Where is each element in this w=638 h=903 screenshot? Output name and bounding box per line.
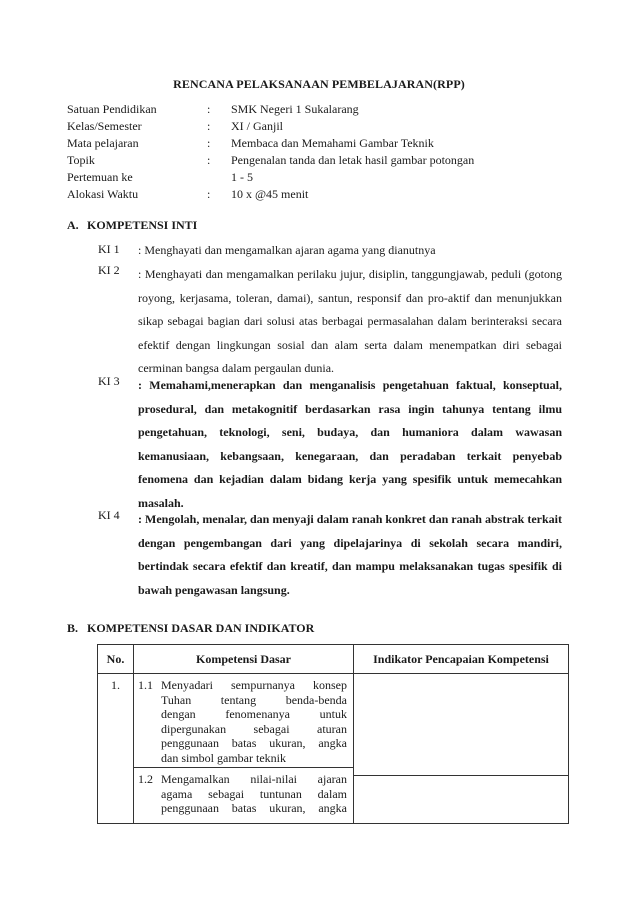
ki-code: KI 2 [98, 263, 120, 277]
row-number: 1. [98, 674, 134, 824]
meta-colon: : [207, 136, 211, 150]
meta-colon: : [207, 187, 211, 201]
kd-line: dipergunakan sebagai aturan [161, 721, 347, 736]
ki-text: : Menghayati dan mengamalkan perilaku jujur, disiplin, tanggungjawab, peduli (gotong royong, kerjasama, toleran, damai), santun, responsif dan pro-aktif dan menunjukkan sikap sebagai bagian dari solusi atas berbagai permasalahan dalam berinteraksi secara efektif dengan lingkungan sosial dan alam serta dalam menempatkan diri sebagai cerminan bangsa dalam pergaulan dunia. [138, 267, 562, 375]
kd-line: Menyadari sempurnanya konsep [161, 678, 347, 692]
indikator-cell [354, 674, 569, 824]
ki-code: KI 1 [98, 242, 120, 256]
ki-text: : Menghayati dan mengamalkan ajaran agama yang dianutnya [138, 243, 436, 257]
header-kompetensi-dasar: Kompetensi Dasar [134, 645, 354, 674]
meta-colon: : [207, 153, 211, 167]
kd-line: penggunaan batas ukuran, angka [161, 736, 347, 750]
document-title: RENCANA PELAKSANAAN PEMBELAJARAN(RPP) [173, 77, 465, 91]
meta-value: Membaca dan Memahami Gambar Teknik [231, 136, 434, 150]
meta-value: Pengenalan tanda dan letak hasil gambar potongan [231, 153, 475, 167]
kd-line: agama sebagai tuntunan dalam [161, 786, 347, 801]
meta-label: Topik [67, 153, 95, 167]
meta-value: SMK Negeri 1 Sukalarang [231, 102, 359, 116]
meta-label: Satuan Pendidikan [67, 102, 157, 116]
section-letter: B. [67, 621, 79, 635]
kd-item-1-2 [134, 767, 353, 818]
section-letter: A. [67, 218, 79, 232]
meta-value: 1 - 5 [231, 170, 253, 184]
ki-code: KI 4 [98, 508, 120, 522]
kd-number: 1.2 [138, 772, 153, 786]
meta-colon: : [207, 119, 211, 133]
meta-value: 10 x @45 menit [231, 187, 309, 201]
kd-line: Tuhan tentang benda-benda [161, 692, 347, 707]
meta-label: Pertemuan ke [67, 170, 133, 184]
table-row [98, 674, 569, 824]
section-heading-kompetensi-dasar [67, 621, 314, 636]
table-header-row [98, 645, 569, 674]
indikator-1-1 [354, 674, 568, 775]
ki-text: : Mengolah, menalar, dan menyaji dalam ranah konkret dan ranah abstrak terkait dengan pengembangan dari yang dipelajarinya di sekolah secara mandiri, bertindak secara efektif dan kreatif, dan mampu melaksanakan tugas spesifik di bawah pengawasan langsung. [138, 512, 562, 597]
header-indikator: Indikator Pencapaian Kompetensi [354, 645, 569, 674]
section-heading-kompetensi-inti [67, 218, 197, 233]
section-title: KOMPETENSI INTI [87, 218, 198, 232]
indikator-1-2 [354, 775, 568, 823]
meta-label: Alokasi Waktu [67, 187, 139, 201]
ki-text: : Memahami,menerapkan dan menganalisis pengetahuan faktual, konseptual, prosedural, dan metakognitif berdasarkan rasa ingin tahunya tentang ilmu pengetahuan, teknologi, seni, budaya, dan humaniora dalam wawasan kemanusiaan, kebangsaan, kenegaraan, dan peradaban terkait penyebab fenomena dan kejadian dalam bidang kerja yang spesifik untuk memecahkan masalah. [138, 378, 562, 510]
kd-line: dengan fenomenanya untuk [161, 707, 347, 721]
kd-line: penggunaan batas ukuran, angka [161, 801, 347, 815]
section-title: KOMPETENSI DASAR DAN INDIKATOR [87, 621, 315, 635]
kompetensi-dasar-table [97, 644, 569, 824]
ki-code: KI 3 [98, 374, 120, 388]
kd-cell [134, 674, 354, 824]
meta-label: Kelas/Semester [67, 119, 142, 133]
header-no: No. [98, 645, 134, 674]
kd-line: dan simbol gambar teknik [161, 750, 286, 765]
meta-colon: : [207, 102, 211, 116]
kd-line: Mengamalkan nilai-nilai ajaran [161, 772, 347, 786]
meta-label: Mata pelajaran [67, 136, 139, 150]
meta-value: XI / Ganjil [231, 119, 283, 133]
kd-item-1-1 [134, 674, 353, 767]
kd-number: 1.1 [138, 678, 153, 692]
